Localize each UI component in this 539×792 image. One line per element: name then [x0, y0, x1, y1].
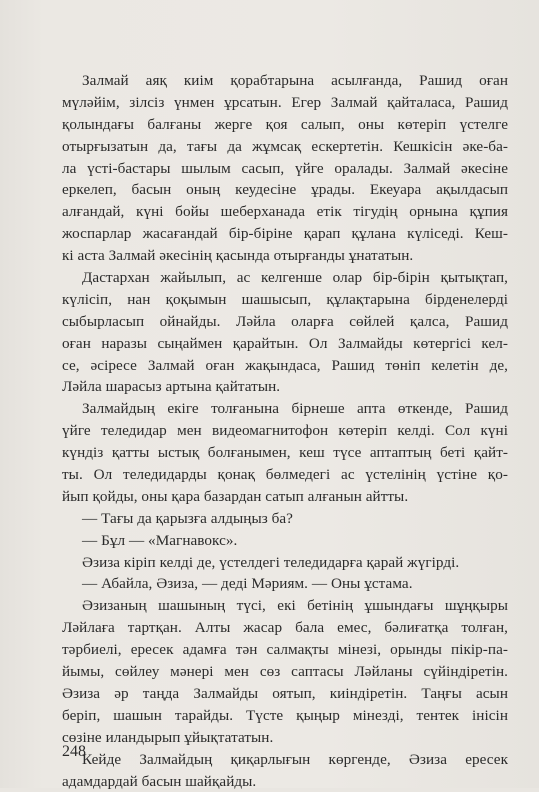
text-line: беріп, шашын тарайды. Түсте қыңыр мінезді, тентек інісін — [62, 705, 508, 727]
text-line: жоспарлар жасағандай бір-біріне қарап құлана күліседі. Кеш- — [62, 223, 508, 245]
text-line: үйге теледидар мен видеомагнитофон көтеріп келді. Сол күні — [62, 420, 508, 442]
page-body-text — [62, 70, 508, 792]
text-line: ты. Ол теледидарды қонақ бөлмедегі ас үстелінің үстіне қо- — [62, 464, 508, 486]
page-number: 248 — [62, 743, 86, 761]
text-line: Ләйла шарасыз артына қайтатын. — [62, 376, 508, 398]
text-line: мүләйім, зілсіз үнмен ұрсатын. Егер Залмай қайталаса, Рашид — [62, 92, 508, 114]
text-line: — Абайла, Әзиза, — деді Мәриям. — Оны ұстама. — [62, 573, 508, 595]
text-line: се, әсіресе Залмай оған жақындаса, Рашид төніп келетін де, — [62, 355, 508, 377]
text-line: қолындағы балғаны жерге қоя салып, оны көтеріп үстелге — [62, 114, 508, 136]
text-line: алғандай, күні бойы шеберханада етік тігудің орнына құпия — [62, 201, 508, 223]
text-line: йымы, сөйлеу мәнері мен сөз саптасы Ләйланы сүйіндіретін. — [62, 661, 508, 683]
text-line: Залмай аяқ киім қорабтарына асылғанда, Рашид оған — [62, 70, 508, 92]
text-line: адамдардай басын шайқайды. — [62, 771, 508, 792]
text-line: ла үсті-бастары шылым сасып, үйге оралады. Залмай әкесіне — [62, 158, 508, 180]
text-line: Әзизаның шашының түсі, екі бетінің ұшындағы шұңқыры — [62, 595, 508, 617]
text-line: Дастархан жайылып, ас келгенше олар бір-бірін қытықтап, — [62, 267, 508, 289]
text-line: тәрбиелі, ересек адамға тән салмақты мінезі, орынды пікір-па- — [62, 639, 508, 661]
text-line: кі аста Залмай әкесінің қасында отырғанды ұнататын. — [62, 245, 508, 267]
text-line: — Бұл — «Магнавокс». — [62, 530, 508, 552]
text-line: — Тағы да қарызға алдыңыз ба? — [62, 508, 508, 530]
text-line: Әзиза әр таңда Залмайды оятып, киіндіретін. Таңғы асын — [62, 683, 508, 705]
text-line: оған наразы сыңаймен қарайтын. Ол Залмайды көтергісі кел- — [62, 333, 508, 355]
text-line: еркелеп, басын оның кеудесіне ұрады. Екеуара ақылдасып — [62, 179, 508, 201]
text-line: күлісіп, нан қоқымын шашысып, құлақтарына бірденелерді — [62, 289, 508, 311]
text-line: Кейде Залмайдың қиқарлығын көргенде, Әзиза ересек — [62, 749, 508, 771]
text-line: күндіз қатты ыстық болғанымен, кеш түсе аптаптың беті қайт- — [62, 442, 508, 464]
text-line: Ләйлаға тартқан. Алты жасар бала емес, бәлиғатқа толған, — [62, 617, 508, 639]
text-line: отырғызатын да, тағы да жұмсақ ескертетін. Кешкісін әке-ба- — [62, 136, 508, 158]
text-line: Залмайдың екіге толғанына бірнеше апта өткенде, Рашид — [62, 398, 508, 420]
text-line: сыбырласып ойнайды. Ләйла оларға сөйлей қалса, Рашид — [62, 311, 508, 333]
text-line: Әзиза кіріп келді де, үстелдегі теледидарға қарай жүгірді. — [62, 552, 508, 574]
text-line: сөзіне иландырып ұйықтататын. — [62, 727, 508, 749]
text-line: йып қойды, оны қара базардан сатып алғанын айтты. — [62, 486, 508, 508]
